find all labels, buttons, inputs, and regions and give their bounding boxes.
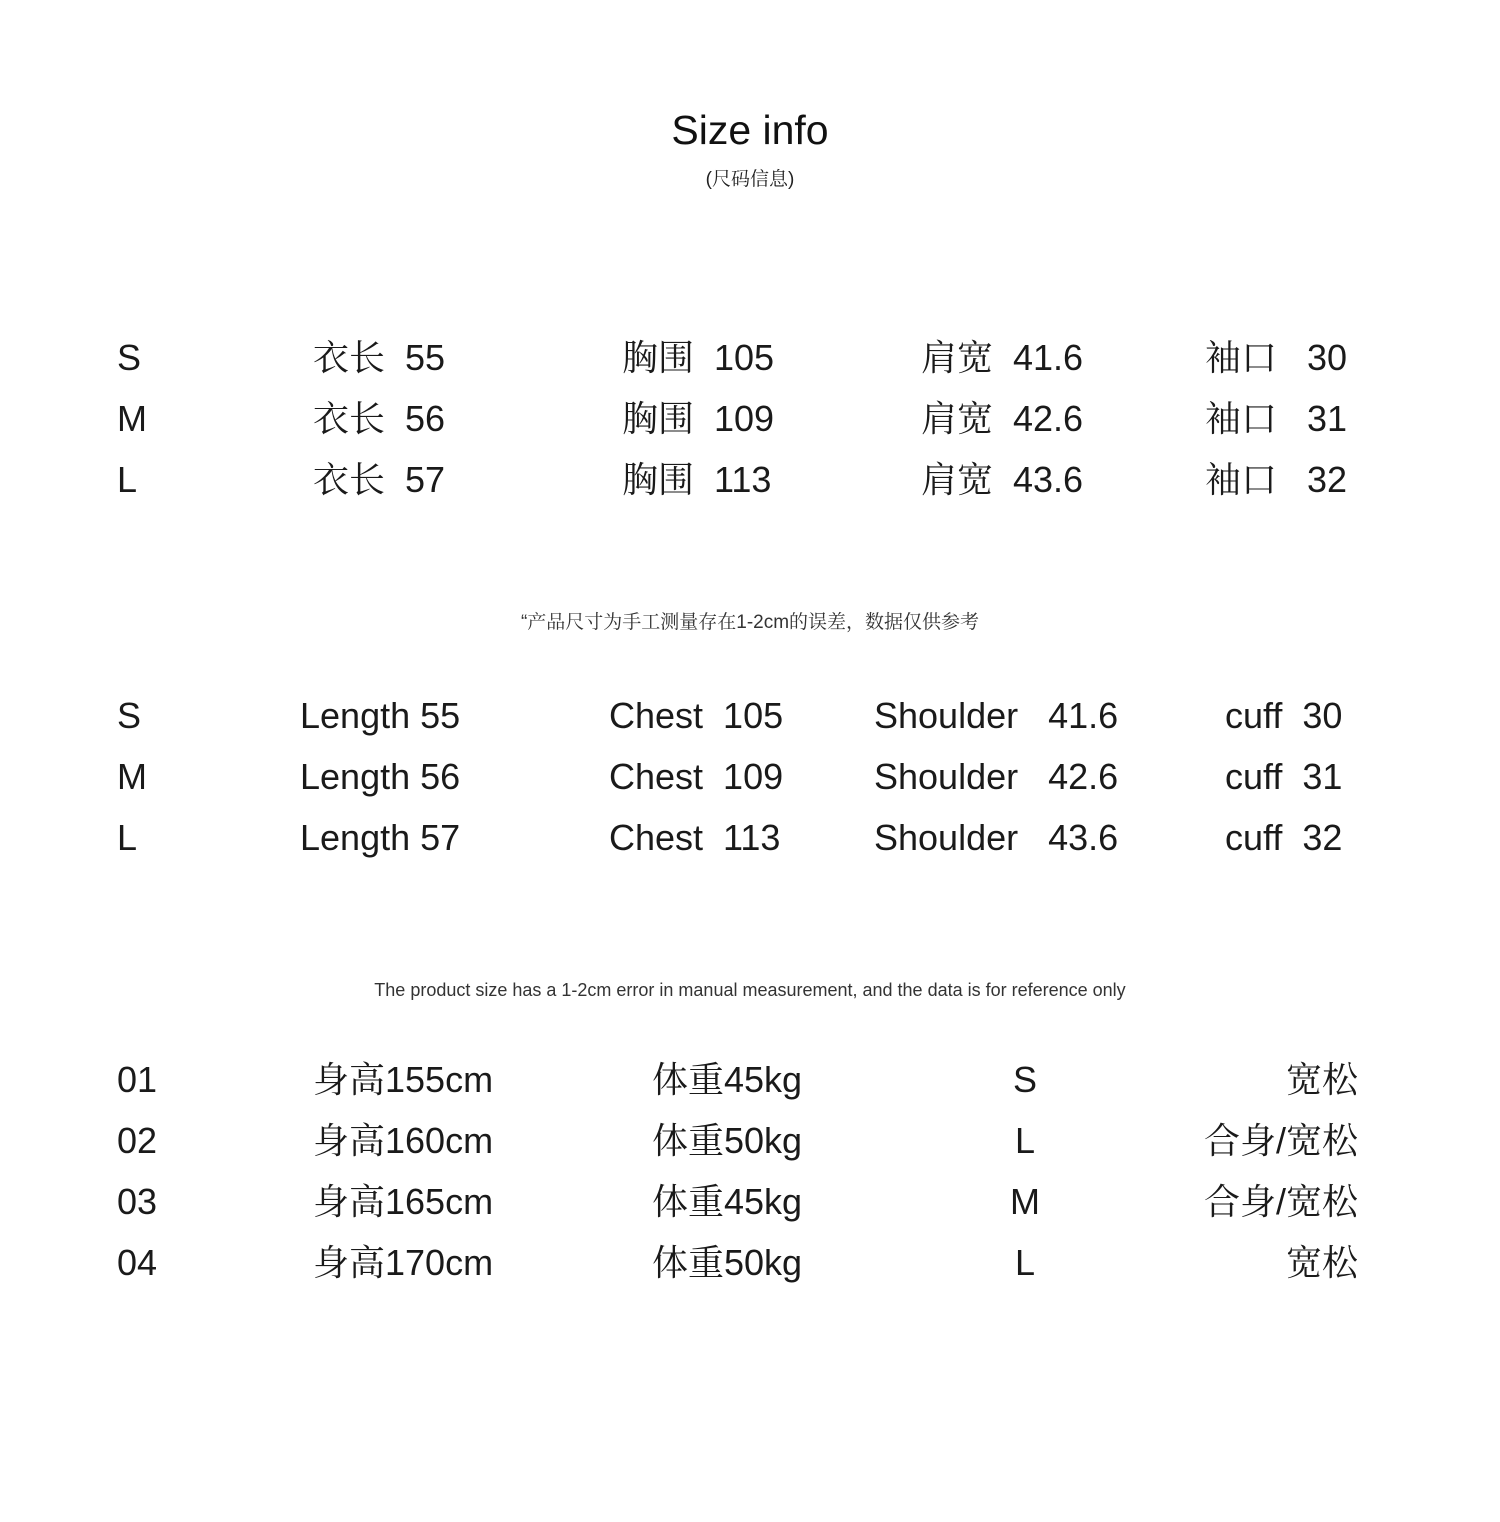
table-row [0, 691, 1500, 741]
size-info-title: Size info [671, 107, 829, 153]
model-height: 身高170cm [313, 1242, 494, 1283]
size-label: L [117, 459, 138, 500]
table-row [0, 752, 1500, 802]
size-label: S [117, 695, 142, 736]
size-label: M [117, 398, 147, 439]
model-weight: 体重50kg [652, 1242, 803, 1283]
length-value: Length 57 [300, 817, 461, 858]
shoulder-value: Shoulder 42.6 [874, 756, 1119, 797]
model-weight: 体重45kg [652, 1181, 803, 1222]
model-weight: 体重45kg [652, 1059, 803, 1100]
model-weight: 体重50kg [652, 1120, 803, 1161]
length-value: Length 56 [300, 756, 461, 797]
measurement-note-en: The product size has a 1-2cm error in manual measurement, and the data is for reference only [374, 980, 1126, 1000]
chest-value: Chest 105 [609, 695, 784, 736]
model-id: 02 [117, 1120, 158, 1161]
model-height: 身高160cm [313, 1120, 494, 1161]
length-value: 衣长 55 [313, 337, 446, 378]
length-value: 衣长 56 [313, 398, 446, 439]
size-label: S [117, 337, 142, 378]
cuff-value: 袖口 32 [1205, 459, 1348, 500]
model-size: M [1010, 1181, 1040, 1222]
measurement-note-cn: “产品尺寸为手工测量存在1-2cm的误差，数据仅供参考 [520, 612, 980, 633]
table-row [0, 1177, 1500, 1227]
model-fit: 合身/宽松 [1203, 1120, 1358, 1161]
model-height: 身高155cm [313, 1059, 494, 1100]
chest-value: Chest 109 [609, 756, 784, 797]
model-size: L [1014, 1242, 1036, 1283]
cuff-value: 袖口 31 [1205, 398, 1348, 439]
cuff-value: 袖口 30 [1205, 337, 1348, 378]
model-fit: 宽松 [1285, 1059, 1358, 1100]
size-label: L [117, 817, 138, 858]
shoulder-value: 肩宽 43.6 [921, 459, 1084, 500]
table-row [0, 333, 1500, 383]
table-row [0, 813, 1500, 863]
model-fit: 合身/宽松 [1203, 1181, 1358, 1222]
shoulder-value: Shoulder 43.6 [874, 817, 1119, 858]
cuff-value: cuff 30 [1225, 695, 1343, 736]
model-fit: 宽松 [1285, 1242, 1358, 1283]
chest-value: 胸围 109 [622, 398, 775, 439]
model-id: 04 [117, 1242, 158, 1283]
table-row [0, 1238, 1500, 1288]
model-id: 03 [117, 1181, 158, 1222]
model-size: L [1014, 1120, 1036, 1161]
table-row [0, 1116, 1500, 1166]
shoulder-value: Shoulder 41.6 [874, 695, 1119, 736]
length-value: Length 55 [300, 695, 461, 736]
chest-value: 胸围 113 [622, 459, 772, 500]
size-label: M [117, 756, 147, 797]
cuff-value: cuff 32 [1225, 817, 1343, 858]
cuff-value: cuff 31 [1225, 756, 1343, 797]
length-value: 衣长 57 [313, 459, 446, 500]
model-size: S [1012, 1059, 1037, 1100]
chest-value: Chest 113 [609, 817, 781, 858]
size-info-subtitle: (尺码信息) [705, 169, 795, 190]
table-row [0, 1055, 1500, 1105]
shoulder-value: 肩宽 41.6 [921, 337, 1084, 378]
model-id: 01 [117, 1059, 158, 1100]
chest-value: 胸围 105 [622, 337, 775, 378]
table-row [0, 455, 1500, 505]
table-row [0, 394, 1500, 444]
model-height: 身高165cm [313, 1181, 494, 1222]
shoulder-value: 肩宽 42.6 [921, 398, 1084, 439]
